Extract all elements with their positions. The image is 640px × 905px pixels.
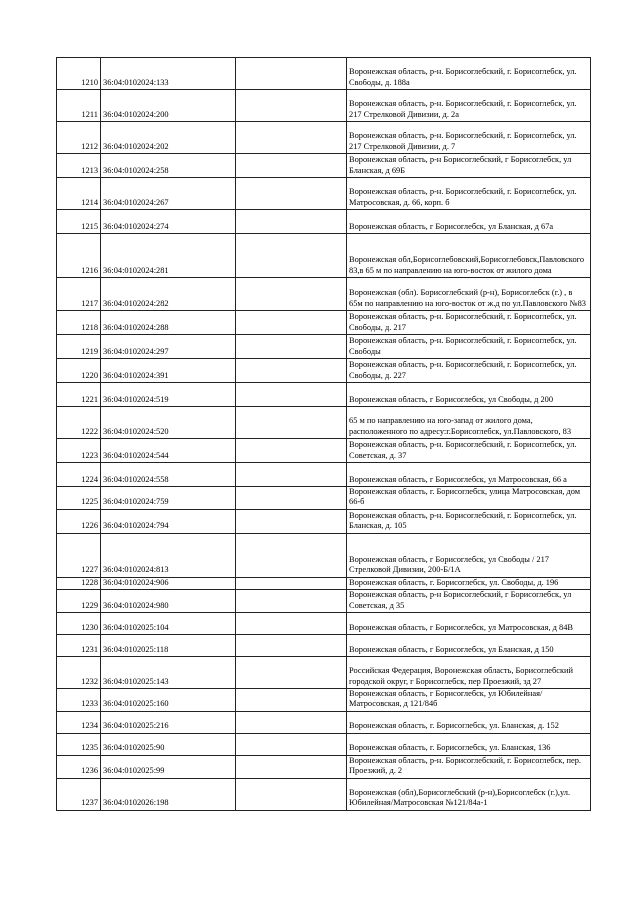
- row-number-cell: 1228: [57, 577, 101, 589]
- table-row: [57, 210, 591, 234]
- address-cell: Воронежская область, г Борисоглебск, ул Бланская, д 67а: [347, 210, 591, 234]
- row-number-cell: 1216: [57, 234, 101, 278]
- table-row: [57, 590, 591, 613]
- table-row: [57, 533, 591, 577]
- address-cell: Воронежская область, р-н. Борисоглебский, г. Борисоглебск, ул. Свободы: [347, 335, 591, 359]
- table-row: [57, 359, 591, 383]
- empty-cell: [236, 335, 347, 359]
- table-row: [57, 733, 591, 755]
- cadastral-number-cell: 36:04:0102024:980: [101, 590, 236, 613]
- table-row: [57, 755, 591, 778]
- empty-cell: [236, 154, 347, 178]
- row-number-cell: 1226: [57, 509, 101, 533]
- cadastral-number-cell: 36:04:0102024:200: [101, 90, 236, 122]
- row-number-cell: 1214: [57, 178, 101, 210]
- cadastral-number-cell: 36:04:0102024:258: [101, 154, 236, 178]
- empty-cell: [236, 90, 347, 122]
- empty-cell: [236, 278, 347, 311]
- empty-cell: [236, 689, 347, 712]
- address-cell: Воронежская область, г Борисоглебск, ул Свободы, д 200: [347, 383, 591, 407]
- row-number-cell: 1217: [57, 278, 101, 311]
- row-number-cell: 1219: [57, 335, 101, 359]
- cadastral-number-cell: 36:04:0102025:104: [101, 613, 236, 635]
- empty-cell: [236, 234, 347, 278]
- table-row: [57, 234, 591, 278]
- row-number-cell: 1231: [57, 635, 101, 657]
- cadastral-number-cell: 36:04:0102024:519: [101, 383, 236, 407]
- table-row: [57, 577, 591, 589]
- address-cell: Воронежская область, р-н Борисоглебский, г Борисоглебск, ул Бланская, д 69Б: [347, 154, 591, 178]
- empty-cell: [236, 577, 347, 589]
- table-row: [57, 487, 591, 510]
- table-row: [57, 311, 591, 335]
- cadastral-number-cell: 36:04:0102024:813: [101, 533, 236, 577]
- row-number-cell: 1210: [57, 58, 101, 90]
- empty-cell: [236, 210, 347, 234]
- table-row: [57, 278, 591, 311]
- empty-cell: [236, 58, 347, 90]
- cadastral-number-cell: 36:04:0102024:133: [101, 58, 236, 90]
- table-row: [57, 711, 591, 733]
- address-cell: 65 м по направлению на юго-запад от жилого дома, расположенного по адресу:г.Борисоглебск, ул.Павловского, 83: [347, 407, 591, 439]
- address-cell: Воронежская область, р-н. Борисоглебский, г. Борисоглебск, пер. Проезжий, д. 2: [347, 755, 591, 778]
- cadastral-number-cell: 36:04:0102024:520: [101, 407, 236, 439]
- row-number-cell: 1223: [57, 439, 101, 463]
- address-cell: Воронежская область, г. Борисоглебск, ул. Бланская, 136: [347, 733, 591, 755]
- empty-cell: [236, 635, 347, 657]
- row-number-cell: 1227: [57, 533, 101, 577]
- empty-cell: [236, 463, 347, 487]
- cadastral-number-cell: 36:04:0102025:143: [101, 657, 236, 689]
- table-row: [57, 778, 591, 810]
- address-cell: Воронежская (обл). Борисоглебский (р-н), Борисоглебск (г.) , в 65м по направлению на юго-восток от ж.д по ул.Павловского №83: [347, 278, 591, 311]
- empty-cell: [236, 657, 347, 689]
- empty-cell: [236, 439, 347, 463]
- cadastral-number-cell: 36:04:0102024:794: [101, 509, 236, 533]
- address-cell: Российская Федерация, Воронежская область, Борисоглебский городской округ, г Борисоглебск, пер Проезжий, зд 27: [347, 657, 591, 689]
- table-row: [57, 689, 591, 712]
- address-cell: Воронежская область, р-н. Борисоглебский, г. Борисоглебск, ул. Бланская, д. 105: [347, 509, 591, 533]
- row-number-cell: 1225: [57, 487, 101, 510]
- row-number-cell: 1236: [57, 755, 101, 778]
- row-number-cell: 1230: [57, 613, 101, 635]
- row-number-cell: 1229: [57, 590, 101, 613]
- address-cell: Воронежская область, р-н. Борисоглебский, г. Борисоглебск, ул. Матросовская, д. 66, корп. б: [347, 178, 591, 210]
- empty-cell: [236, 178, 347, 210]
- table-row: [57, 122, 591, 154]
- row-number-cell: 1234: [57, 711, 101, 733]
- table-row: [57, 335, 591, 359]
- empty-cell: [236, 590, 347, 613]
- address-cell: Воронежская область, г Борисоглебск, ул Матросовская, д 84В: [347, 613, 591, 635]
- address-cell: Воронежская область, р-н. Борисоглебский, г. Борисоглебск, ул. Свободы, д. 188а: [347, 58, 591, 90]
- address-cell: Воронежская область, р-н. Борисоглебский, г. Борисоглебск, ул. Свободы, д. 227: [347, 359, 591, 383]
- table-row: [57, 463, 591, 487]
- row-number-cell: 1237: [57, 778, 101, 810]
- cadastral-number-cell: 36:04:0102024:544: [101, 439, 236, 463]
- cadastral-number-cell: 36:04:0102025:160: [101, 689, 236, 712]
- table-row: [57, 178, 591, 210]
- empty-cell: [236, 359, 347, 383]
- address-cell: Воронежская область, р-н. Борисоглебский, г. Борисоглебск, ул. Свободы, д. 217: [347, 311, 591, 335]
- table-row: [57, 509, 591, 533]
- empty-cell: [236, 755, 347, 778]
- cadastral-number-cell: 36:04:0102025:99: [101, 755, 236, 778]
- cadastral-number-cell: 36:04:0102024:274: [101, 210, 236, 234]
- table-row: [57, 90, 591, 122]
- empty-cell: [236, 487, 347, 510]
- address-cell: Воронежская область, г Борисоглебск, ул Свободы / 217 Стрелковой Дивизии, 200-Б/1А: [347, 533, 591, 577]
- table-row: [57, 613, 591, 635]
- row-number-cell: 1212: [57, 122, 101, 154]
- row-number-cell: 1211: [57, 90, 101, 122]
- cadastral-number-cell: 36:04:0102026:198: [101, 778, 236, 810]
- cadastral-number-cell: 36:04:0102025:216: [101, 711, 236, 733]
- empty-cell: [236, 407, 347, 439]
- register-table-body: [57, 58, 591, 811]
- address-cell: Воронежская область, г. Борисоглебск, ул. Бланская, д. 152: [347, 711, 591, 733]
- empty-cell: [236, 122, 347, 154]
- row-number-cell: 1220: [57, 359, 101, 383]
- empty-cell: [236, 509, 347, 533]
- cadastral-number-cell: 36:04:0102024:282: [101, 278, 236, 311]
- address-cell: Воронежская область, г. Борисоглебск, улица Матросовская, дом 66-б: [347, 487, 591, 510]
- empty-cell: [236, 383, 347, 407]
- address-cell: Воронежская область, р-н. Борисоглебский, г. Борисоглебск, ул. 217 Стрелковой Дивизии, д. 7: [347, 122, 591, 154]
- row-number-cell: 1232: [57, 657, 101, 689]
- cadastral-number-cell: 36:04:0102024:288: [101, 311, 236, 335]
- row-number-cell: 1213: [57, 154, 101, 178]
- row-number-cell: 1224: [57, 463, 101, 487]
- cadastral-number-cell: 36:04:0102025:90: [101, 733, 236, 755]
- empty-cell: [236, 733, 347, 755]
- table-row: [57, 635, 591, 657]
- address-cell: Воронежская область, р-н. Борисоглебский, г. Борисоглебск, ул. Советская, д. 37: [347, 439, 591, 463]
- empty-cell: [236, 311, 347, 335]
- row-number-cell: 1221: [57, 383, 101, 407]
- address-cell: Воронежская область, г Борисоглебск, ул Юбилейная/Матросовская, д 121/84б: [347, 689, 591, 712]
- address-cell: Воронежская область, р-н. Борисоглебский, г. Борисоглебск, ул. 217 Стрелковой Дивизии, д. 2а: [347, 90, 591, 122]
- cadastral-number-cell: 36:04:0102025:118: [101, 635, 236, 657]
- table-row: [57, 383, 591, 407]
- cadastral-number-cell: 36:04:0102024:281: [101, 234, 236, 278]
- row-number-cell: 1218: [57, 311, 101, 335]
- empty-cell: [236, 533, 347, 577]
- table-row: [57, 657, 591, 689]
- row-number-cell: 1215: [57, 210, 101, 234]
- address-cell: Воронежская область, г Борисоглебск, ул Матросовская, 66 а: [347, 463, 591, 487]
- address-cell: Воронежская область, г. Борисоглебск, ул. Свободы, д. 196: [347, 577, 591, 589]
- row-number-cell: 1222: [57, 407, 101, 439]
- cadastral-number-cell: 36:04:0102024:558: [101, 463, 236, 487]
- cadastral-number-cell: 36:04:0102024:297: [101, 335, 236, 359]
- row-number-cell: 1233: [57, 689, 101, 712]
- empty-cell: [236, 613, 347, 635]
- table-row: [57, 154, 591, 178]
- register-table: [56, 57, 591, 811]
- cadastral-number-cell: 36:04:0102024:759: [101, 487, 236, 510]
- table-row: [57, 407, 591, 439]
- row-number-cell: 1235: [57, 733, 101, 755]
- cadastral-number-cell: 36:04:0102024:202: [101, 122, 236, 154]
- table-row: [57, 439, 591, 463]
- empty-cell: [236, 711, 347, 733]
- address-cell: Воронежская область, р-н Борисоглебский, г Борисоглебск, ул Советская, д 35: [347, 590, 591, 613]
- table-row: [57, 58, 591, 90]
- address-cell: Воронежская область, г Борисоглебск, ул Бланская, д 150: [347, 635, 591, 657]
- cadastral-number-cell: 36:04:0102024:267: [101, 178, 236, 210]
- address-cell: Воронежская обл,Борисоглебовский,Борисоглебовск,Павловского 83,в 65 м по направлению на юго-восток от жилого дома: [347, 234, 591, 278]
- empty-cell: [236, 778, 347, 810]
- cadastral-number-cell: 36:04:0102024:391: [101, 359, 236, 383]
- address-cell: Воронежская (обл),Борисоглебский (р-н),Борисоглебск (г.),ул. Юбилейная/Матросовская №121/84а-1: [347, 778, 591, 810]
- cadastral-number-cell: 36:04:0102024:906: [101, 577, 236, 589]
